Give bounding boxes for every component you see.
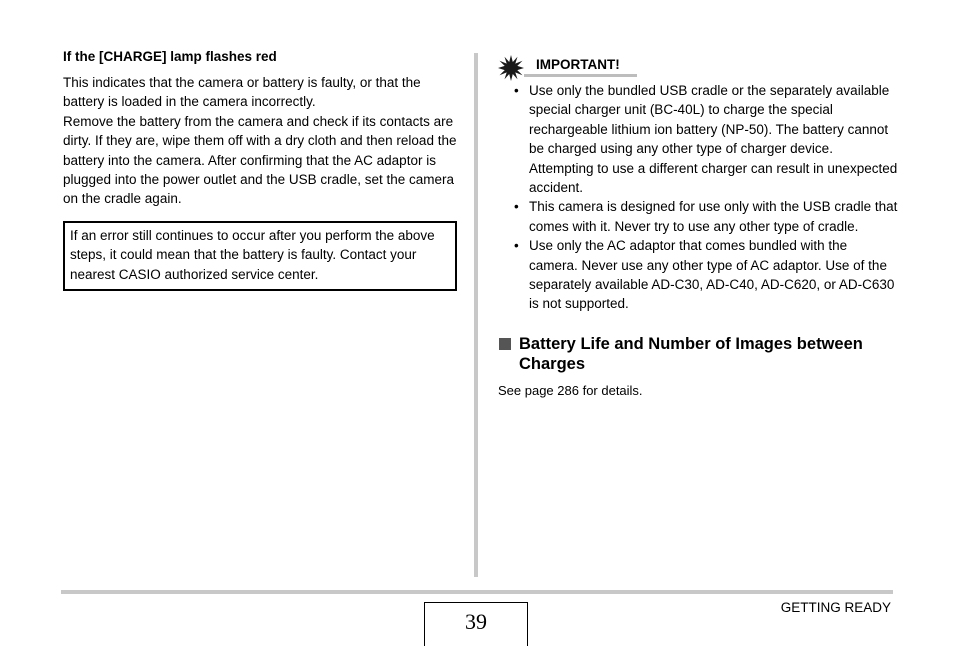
bullet-icon: • [514,238,519,254]
battery-life-heading-text: Battery Life and Number of Images between Charges [519,334,863,373]
list-item [498,81,898,197]
column-divider [474,53,478,577]
page-number: 39 [424,602,528,646]
battery-life-heading [498,334,898,374]
important-label: IMPORTANT! [536,57,620,72]
footer-rule [61,590,893,594]
left-column [63,48,458,291]
service-notice-box: If an error still continues to occur after you perform the above steps, it could mean that the battery is faulty. Contact your nearest CASIO authorized service center. [63,221,457,291]
square-icon [499,338,511,350]
charge-lamp-heading: If the [CHARGE] lamp flashes red [63,49,277,64]
list-item-text: Use only the bundled USB cradle or the separately available special charger unit (BC-40L) to charge the special rechargeable lithium ion battery (NP-50). The battery cannot be charged using any other type of charger device. Attempting to use a different charger can result in unexpected accident. [529,83,898,196]
important-underline [524,74,637,77]
important-header [498,55,898,79]
charge-lamp-paragraph-1: This indicates that the camera or battery is faulty, or that the battery is loaded in the camera incorrectly. [63,75,421,110]
charge-lamp-paragraph-2: Remove the battery from the camera and check if its contacts are dirty. If they are, wipe them off with a dry cloth and then reload the battery into the camera. After confirming that the AC adaptor is plugged into the power outlet and the USB cradle, set the camera on the cradle again. [63,113,457,207]
list-item-text: Use only the AC adaptor that comes bundled with the camera. Never use any other type of AC adaptor. Use of the separately available AD-C30, AD-C40, AD-C620, or AD-C630 is not supported. [529,238,895,312]
list-item [498,236,898,314]
list-item-text: This camera is designed for use only with the USB cradle that comes with it. Never try to use any other type of cradle. [529,199,898,234]
section-name: GETTING READY [780,600,891,615]
see-page-reference: See page 286 for details. [498,382,643,398]
burst-icon [498,55,524,81]
important-list [498,81,898,314]
right-column [498,55,898,400]
bullet-icon: • [514,199,519,215]
list-item [498,197,898,236]
bullet-icon: • [514,83,519,98]
